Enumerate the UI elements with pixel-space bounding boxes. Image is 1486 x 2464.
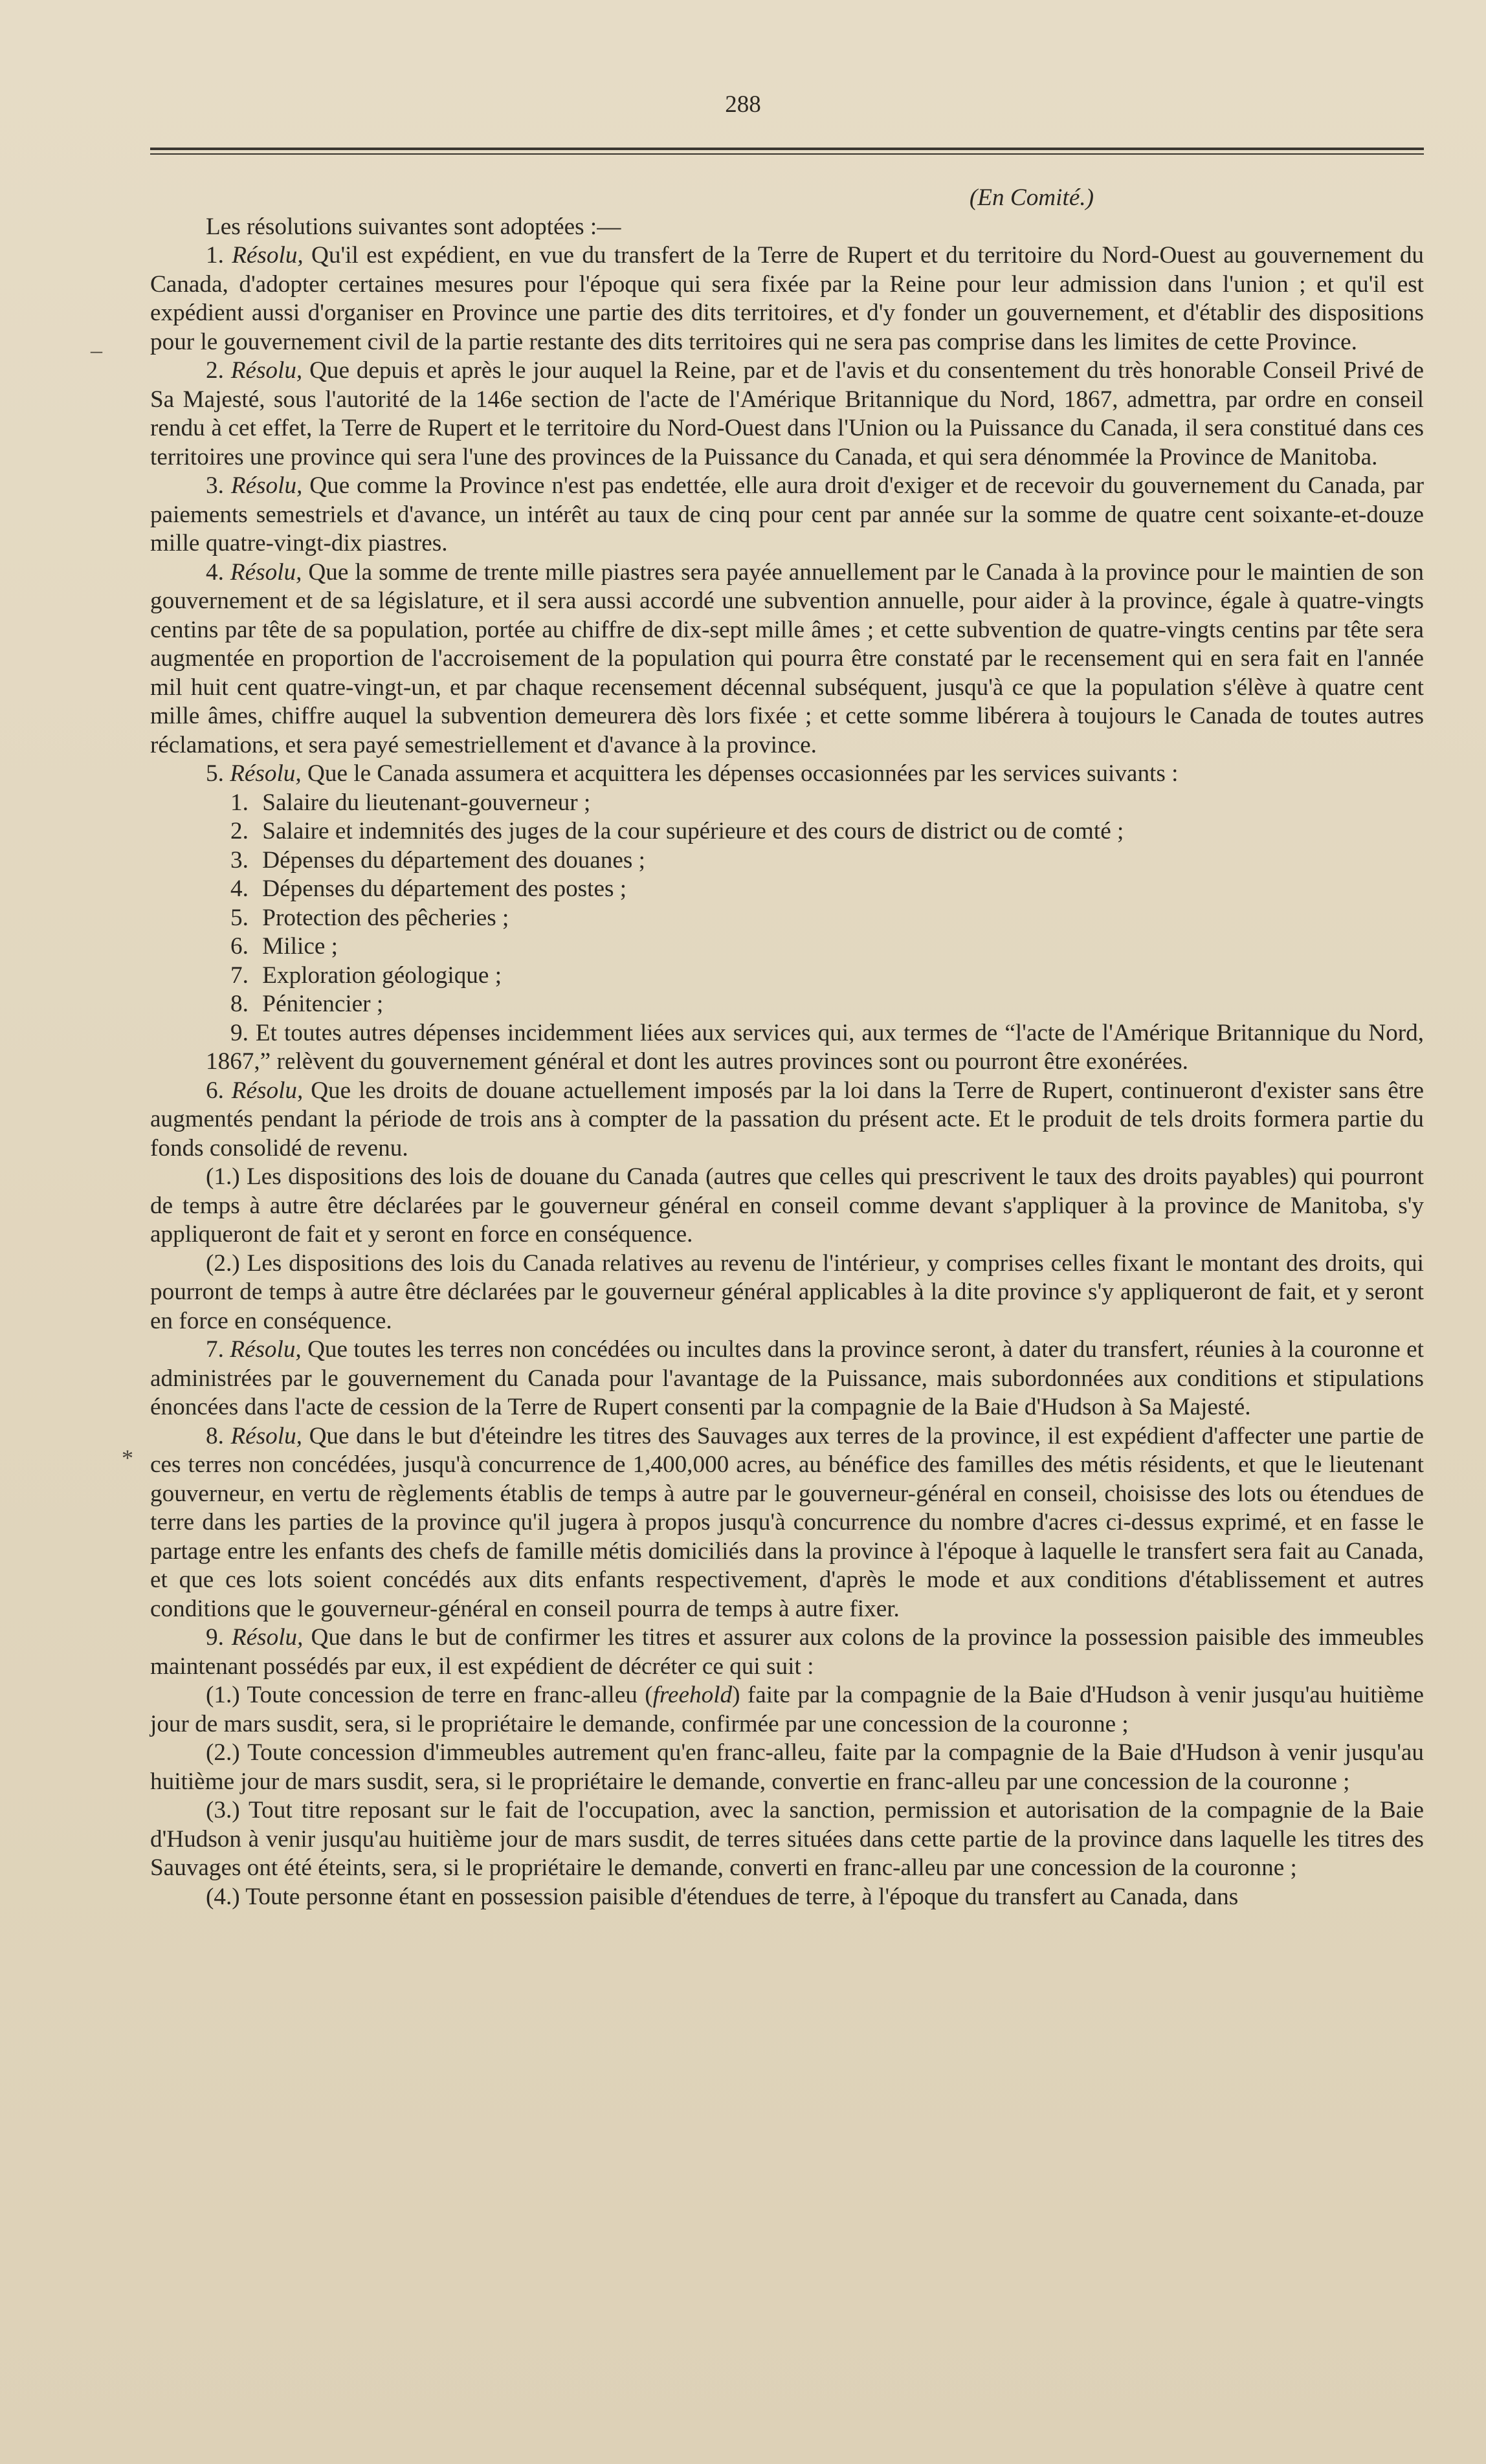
document-body (150, 184, 1424, 1911)
resolution-1 (150, 241, 1424, 357)
resolution-6-text: Que les droits de douane actuellement imposés par la loi dans la Terre de Rupert, continueront d'exister sans être augmentés pendant la période de trois ans à compter de la passation du présent acte. Et le produit de tels droits formera partie du fonds consolidé de revenu. (150, 1077, 1425, 1161)
resolution-6-number: 6. (206, 1077, 224, 1104)
resolution-2-text: Que depuis et après le jour auquel la Reine, par et de l'avis et du consentement du très honorable Conseil Privé de Sa Majesté, sous l'autorité de la 146e section de l'acte de l'Amérique Britannique du Nord, 1867, admettra, par ordre en conseil rendu à cet effet, la Terre de Rupert et le territoire du Nord-Ouest dans l'Union ou la Puissance du Canada, il sera constitué dans ces territoires une province qui sera l'une des provinces de la Puissance du Canada, et qui sera dénommée la Province de Manitoba. (150, 357, 1425, 470)
list-item: 5. Protection des pêcheries ; (230, 904, 509, 931)
list-item: 4. Dépenses du département des postes ; (230, 875, 627, 902)
resolution-9-subsection-3: (3.) Tout titre reposant sur le fait de l'occupation, avec la sanction, permission et autorisation de la compagnie de la Baie d'Hudson à venir jusqu'au huitième jour de mars susdit, de terres situées dans cette partie de la province dans laquelle les titres des Sauvages ont été éteints, sera, si le propriétaire le demande, converti en franc-alleu par une concession de la couronne ; (150, 1797, 1424, 1881)
resolution-9-label: Résolu, (231, 1624, 304, 1651)
resolution-2-label: Résolu, (230, 357, 303, 384)
resolution-9 (150, 1623, 1424, 1681)
list-item: 9. Et toutes autres dépenses incidemment liées aux services qui, aux termes de “l'acte de l'Amérique Britannique du Nord, 1867,” relèvent du gouvernement général et dont les autres provinces sont ou pourront être exonérées. (206, 1019, 1425, 1075)
list-item: 1. Salaire du lieutenant-gouverneur ; (230, 789, 591, 816)
list-item: 3. Dépenses du département des douanes ; (230, 846, 646, 874)
resolution-8-number: 8. (206, 1422, 224, 1449)
resolution-5 (150, 760, 1424, 789)
resolution-8-text: Que dans le but d'éteindre les titres des Sauvages aux terres de la province, il est expédient d'affecter une partie de ces terres non concédées, jusqu'à concurrence de 1,400,000 acres, au bénéfice des familles des métis résidents, et que le lieutenant gouverneur, en vertu de règlements établis de temps à autre par le gouverneur-général en conseil, choisisse des lots ou étendues de terre dans les parties de la province qu'il jugera à propos jusqu'à concurrence du nombre d'acres ci-dessus exprimé, et en fasse le partage entre les enfants des chefs de famille métis domiciliés dans la province à l'époque à laquelle le transfert sera fait au Canada, et que ces lots soient concédés aux dits enfants respectivement, d'après le mode et aux conditions d'établissement et autres conditions que le gouverneur-général en conseil pourra de temps à autre fixer. (150, 1422, 1424, 1622)
resolution-2 (150, 357, 1424, 472)
resolution-8 (150, 1422, 1424, 1624)
margin-star-mark: * (122, 1445, 133, 1471)
resolution-9-subsection-2: (2.) Toute concession d'immeubles autrement qu'en franc-alleu, faite par la compagnie de la Baie d'Hudson à venir jusqu'au huitième jour de mars susdit, sera, si le propriétaire le demande, convertie en franc-alleu par une concession de la couronne ; (150, 1739, 1424, 1795)
resolution-4 (150, 558, 1424, 760)
section-heading: (En Comité.) (969, 184, 1094, 211)
resolution-1-number: 1. (206, 242, 224, 269)
resolution-4-number: 4. (206, 558, 224, 586)
resolution-5-number: 5. (206, 760, 224, 787)
resolution-3 (150, 472, 1424, 558)
resolution-7-number: 7. (206, 1336, 224, 1363)
services-list (150, 789, 1424, 1077)
margin-dash-mark: – (91, 337, 102, 363)
page-number: 288 (725, 91, 761, 118)
resolution-9-text: Que dans le but de confirmer les titres et assurer aux colons de la province la possession paisible des immeubles maintenant possédés par eux, il est expédient de décréter ce qui suit : (150, 1624, 1425, 1680)
resolution-1-text: Qu'il est expédient, en vue du transfert de la Terre de Rupert et du territoire du Nord-Ouest au gouvernement du Canada, d'adopter certaines mesures pour l'époque qui sera fixée par la Reine pour leur admission dans l'union ; et qu'il est expédient aussi d'organiser en Province une partie des dits territoires, et d'y fonder un gouvernement, et d'établir des dispositions pour le gouvernement civil de la partie restante des dits territoires qui ne sera pas comprise dans les limites de cette Province. (150, 242, 1425, 355)
resolution-9-number: 9. (206, 1624, 224, 1651)
intro-paragraph: Les résolutions suivantes sont adoptées :— (206, 213, 621, 240)
resolution-3-text: Que comme la Province n'est pas endettée, elle aura droit d'exiger et de recevoir du gouvernement du Canada, par paiements semestriels et d'avance, un intérêt au taux de cinq pour cent par année sur la somme de quatre cent soixante-et-douze mille quatre-vingt-dix piastres. (150, 472, 1425, 556)
list-item: 6. Milice ; (230, 933, 338, 960)
header-rule (150, 148, 1424, 155)
resolution-6 (150, 1077, 1424, 1163)
resolution-6-label: Résolu, (231, 1077, 304, 1104)
resolution-6-subsection-1: (1.) Les dispositions des lois de douane du Canada (autres que celles qui prescrivent le taux des droits payables) qui pourront de temps à autre être déclarées par le gouverneur général en conseil comme devant s'appliquer à la province de Manitoba, s'y appliqueront de fait et y seront en force en conséquence. (150, 1163, 1424, 1248)
resolution-1-label: Résolu, (232, 242, 304, 269)
resolution-5-text: Que le Canada assumera et acquittera les dépenses occasionnées par les services suivants : (307, 760, 1179, 787)
resolution-4-label: Résolu, (230, 558, 302, 586)
resolution-7 (150, 1336, 1424, 1422)
resolution-9-subsection-4: (4.) Toute personne étant en possession paisible d'étendues de terre, à l'époque du transfert au Canada, dans (206, 1883, 1239, 1910)
resolution-3-label: Résolu, (230, 472, 303, 499)
resolution-6-subsection-2: (2.) Les dispositions des lois du Canada relatives au revenu de l'intérieur, y comprises celles fixant le montant des droits, qui pourront de temps à autre être déclarées par le gouverneur général applicables à la dite province s'y appliqueront de fait, et y seront en force en conséquence. (150, 1249, 1424, 1334)
list-item: 2. Salaire et indemnités des juges de la cour supérieure et des cours de district ou de comté ; (230, 818, 1124, 844)
list-item: 7. Exploration géologique ; (230, 962, 502, 989)
resolution-2-number: 2. (206, 357, 224, 384)
resolution-4-text: Que la somme de trente mille piastres sera payée annuellement par le Canada à la province pour le maintien de son gouvernement et de sa législature, et il sera aussi accordé une subvention annuelle, pour aider à la province, égale à quatre-vingts centins par tête de sa population, portée au chiffre de dix-sept mille âmes ; et cette subvention de quatre-vingts centins par tête sera augmentée en proportion de l'accroisement de la population qui pourra être constaté par le recensement qui en sera fait en l'année mil huit cent quatre-vingt-un, et par chaque recensement décennal subséquent, jusqu'à ce que la population s'élève à quatre cent mille âmes, chiffre auquel la subvention demeurera dès lors fixée ; et cette somme libérera à toujours le Canada de toutes autres réclamations, et sera payé semestriellement et d'avance à la province. (150, 558, 1424, 758)
resolution-7-label: Résolu, (230, 1336, 302, 1363)
freehold-term: freehold (652, 1682, 733, 1708)
resolution-9-subsection-1: (1.) Toute concession de terre en franc-alleu (freehold) faite par la compagnie de la Baie d'Hudson à venir jusqu'au huitième jour de mars susdit, sera, si le propriétaire le demande, confirmée par une concession de la couronne ; (150, 1682, 1424, 1737)
resolution-3-number: 3. (206, 472, 224, 499)
resolution-8-label: Résolu, (230, 1422, 302, 1449)
list-item: 8. Pénitencier ; (230, 991, 384, 1017)
resolution-5-label: Résolu, (230, 760, 302, 787)
resolution-7-text: Que toutes les terres non concédées ou incultes dans la province seront, à dater du transfert, réunies à la couronne et administrées par le gouvernement du Canada pour l'avantage de la Puissance, mais subordonnées aux conditions et stipulations énoncées dans l'acte de cession de la Terre de Rupert consenti par la compagnie de la Baie d'Hudson à Sa Majesté. (150, 1336, 1425, 1420)
